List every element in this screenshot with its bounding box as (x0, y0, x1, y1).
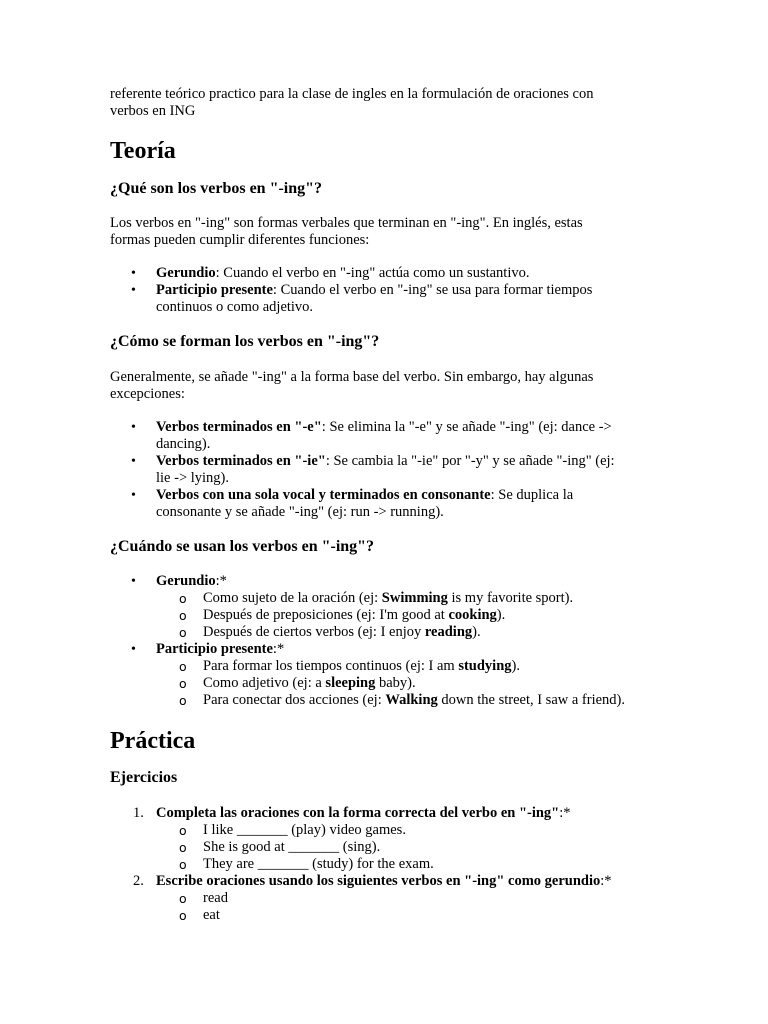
sub-item-text: ). (496, 607, 506, 623)
sub-item-bold: Walking (385, 692, 438, 708)
exercise-item: read (203, 890, 228, 906)
paragraph-que-son-line-2: formas pueden cumplir diferentes funciones: (110, 232, 370, 248)
circle-bullet-icon: o (179, 608, 187, 623)
intro-line-2: verbos en ING (110, 103, 196, 119)
exercise-suffix: :* (559, 805, 571, 821)
exercise-2-title (156, 873, 612, 890)
term-label: Participio presente (156, 641, 273, 657)
circle-bullet-icon: o (179, 857, 187, 872)
sub-item (203, 675, 416, 692)
list-item-verbos-ie (156, 453, 615, 470)
term-label: Gerundio (156, 573, 216, 589)
term-suffix: :* (272, 641, 285, 657)
list-item-participio (156, 282, 592, 299)
sub-item (203, 624, 481, 641)
circle-bullet-icon: o (179, 693, 187, 708)
term-label: Verbos terminados en "-e" (156, 419, 322, 435)
circle-bullet-icon: o (179, 676, 187, 691)
term-label: Verbos terminados en "-ie" (156, 453, 326, 469)
term-label: Gerundio (156, 265, 216, 281)
sub-item-text: baby). (375, 675, 416, 691)
term-suffix: :* (215, 573, 227, 589)
bullet-icon: • (131, 574, 136, 589)
term-description: : Se cambia la "-ie" por "-y" y se añade "-ing" (ej: (325, 453, 615, 469)
exercise-item: They are _______ (study) for the exam. (203, 856, 434, 872)
sub-item-text: Después de ciertos verbos (ej: I enjoy (203, 624, 425, 640)
circle-bullet-icon: o (179, 908, 187, 923)
sub-item-text: Como sujeto de la oración (ej: (203, 590, 382, 606)
paragraph-como-line-2: excepciones: (110, 386, 185, 402)
list-item-verbos-e-line-2: dancing). (156, 436, 211, 452)
list-item-gerundio (156, 265, 529, 282)
term-description: : Se elimina la "-e" y se añade "-ing" (ej: dance -> (321, 419, 612, 435)
sub-item-text: Después de preposiciones (ej: I'm good at (203, 607, 449, 623)
list-item-gerundio-uso (156, 573, 227, 590)
sub-item-bold: studying (458, 658, 512, 674)
sub-item-bold: reading (424, 624, 473, 640)
list-item-verbos-ie-line-2: lie -> lying). (156, 470, 230, 486)
circle-bullet-icon: o (179, 823, 187, 838)
heading-como-se-forman: ¿Cómo se forman los verbos en "-ing"? (110, 333, 380, 350)
heading-cuando-se-usan: ¿Cuándo se usan los verbos en "-ing"? (110, 538, 375, 555)
sub-item (203, 658, 520, 675)
paragraph-que-son-line-1: Los verbos en "-ing" son formas verbales que terminan en "-ing". En inglés, estas (110, 215, 583, 231)
list-item-participio-uso (156, 641, 284, 658)
sub-item-bold: sleeping (325, 675, 376, 691)
heading-que-son: ¿Qué son los verbos en "-ing"? (110, 180, 323, 197)
term-label: Participio presente (156, 282, 273, 298)
exercise-number: 1. (133, 805, 144, 821)
sub-item-text: Para conectar dos acciones (ej: (203, 692, 386, 708)
heading-ejercicios: Ejercicios (110, 769, 178, 786)
list-item-participio-line-2: continuos o como adjetivo. (156, 299, 314, 315)
circle-bullet-icon: o (179, 659, 187, 674)
sub-item-text: Como adjetivo (ej: a (203, 675, 326, 691)
exercise-title-bold: Escribe oraciones usando los siguientes verbos en "-ing" como gerundio (156, 873, 601, 889)
circle-bullet-icon: o (179, 891, 187, 906)
sub-item-text: down the street, I saw a friend). (437, 692, 625, 708)
intro-line-1: referente teórico practico para la clase de ingles en la formulación de oraciones con (110, 86, 594, 102)
list-item-una-vocal (156, 487, 573, 504)
bullet-icon: • (131, 420, 136, 435)
sub-item (203, 692, 625, 709)
exercise-item: She is good at _______ (sing). (203, 839, 381, 855)
sub-item (203, 590, 573, 607)
term-description: : Se duplica la (490, 487, 574, 503)
sub-item-text: ). (472, 624, 481, 640)
exercise-1-title (156, 805, 571, 822)
sub-item-text: ). (511, 658, 520, 674)
term-description: : Cuando el verbo en "-ing" actúa como un sustantivo. (215, 265, 530, 281)
sub-item-bold: Swimming (381, 590, 448, 606)
term-label: Verbos con una sola vocal y terminados en consonante (156, 487, 491, 503)
circle-bullet-icon: o (179, 840, 187, 855)
exercise-item: I like _______ (play) video games. (203, 822, 406, 838)
bullet-icon: • (131, 642, 136, 657)
circle-bullet-icon: o (179, 625, 187, 640)
exercise-suffix: :* (600, 873, 612, 889)
bullet-icon: • (131, 454, 136, 469)
bullet-icon: • (131, 488, 136, 503)
paragraph-como-line-1: Generalmente, se añade "-ing" a la forma base del verbo. Sin embargo, hay algunas (110, 369, 594, 385)
exercise-title-bold: Completa las oraciones con la forma correcta del verbo en "-ing" (156, 805, 560, 821)
bullet-icon: • (131, 266, 136, 281)
sub-item-text: Para formar los tiempos continuos (ej: I am (203, 658, 459, 674)
list-item-una-vocal-line-2: consonante y se añade "-ing" (ej: run -> running). (156, 504, 444, 520)
sub-item (203, 607, 505, 624)
section-title-practica: Práctica (110, 728, 196, 754)
exercise-item: eat (203, 907, 220, 923)
term-description: : Cuando el verbo en "-ing" se usa para formar tiempos (272, 282, 593, 298)
exercise-number: 2. (133, 873, 144, 889)
section-title-teoria: Teoría (110, 138, 176, 164)
sub-item-text: is my favorite sport). (447, 590, 574, 606)
sub-item-bold: cooking (448, 607, 497, 623)
bullet-icon: • (131, 283, 136, 298)
list-item-verbos-e (156, 419, 612, 436)
circle-bullet-icon: o (179, 591, 187, 606)
